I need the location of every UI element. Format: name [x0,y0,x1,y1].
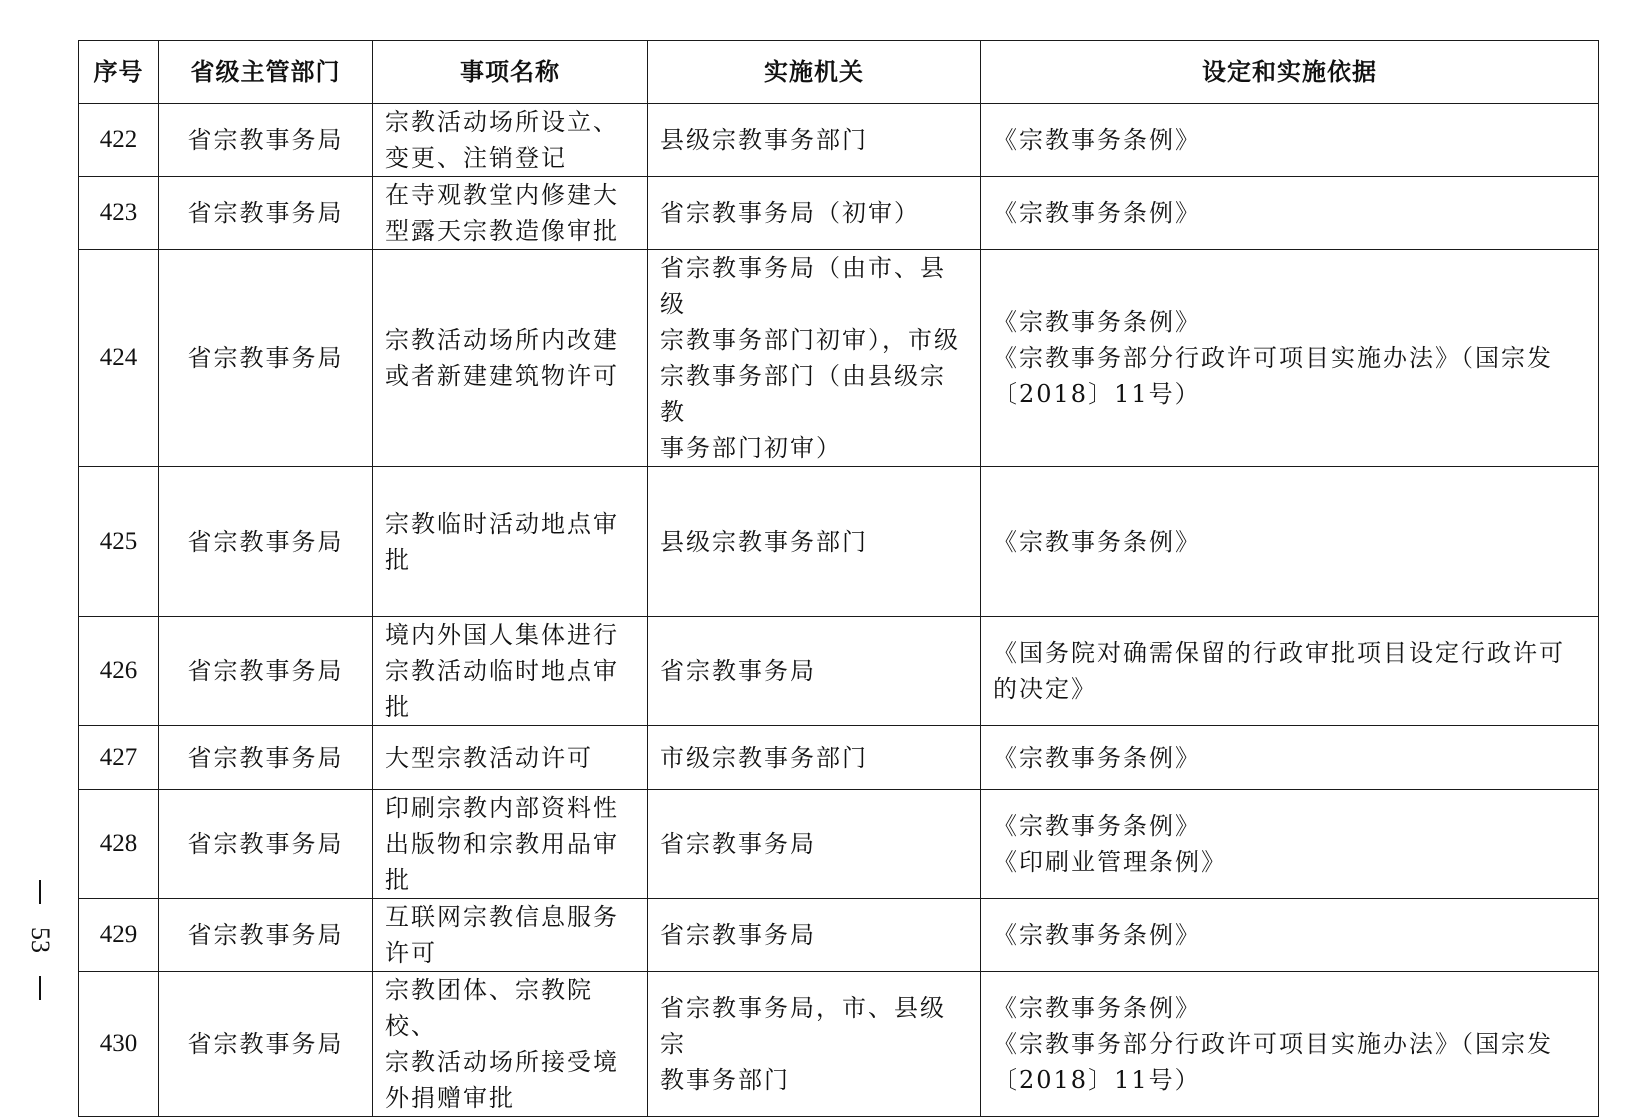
cell-agency: 省宗教事务局，市、县级宗 教事务部门 [648,972,981,1117]
cell-dept: 省宗教事务局 [159,250,373,467]
cell-basis: 《宗教事务条例》 [981,467,1599,617]
table-row [79,617,1599,726]
header-agency: 实施机关 [648,41,981,104]
cell-agency: 省宗教事务局（初审） [648,177,981,250]
cell-agency: 省宗教事务局 [648,790,981,899]
cell-basis: 《宗教事务条例》 [981,899,1599,972]
cell-basis: 《宗教事务条例》 [981,104,1599,177]
cell-agency: 市级宗教事务部门 [648,726,981,790]
cell-agency: 省宗教事务局 [648,899,981,972]
cell-agency: 县级宗教事务部门 [648,467,981,617]
cell-item-name: 互联网宗教信息服务 许可 [373,899,648,972]
cell-serial-no: 428 [79,790,159,899]
admin-license-table [78,40,1599,1117]
cell-basis: 《宗教事务条例》 《宗教事务部分行政许可项目实施办法》（国宗发 〔2018〕11号） [981,250,1599,467]
cell-serial-no: 427 [79,726,159,790]
cell-item-name: 宗教团体、宗教院校、 宗教活动场所接受境 外捐赠审批 [373,972,648,1117]
header-basis: 设定和实施依据 [981,41,1599,104]
cell-item-name: 宗教临时活动地点审 批 [373,467,648,617]
cell-dept: 省宗教事务局 [159,899,373,972]
cell-basis: 《国务院对确需保留的行政审批项目设定行政许可 的决定》 [981,617,1599,726]
cell-agency: 县级宗教事务部门 [648,104,981,177]
cell-item-name: 大型宗教活动许可 [373,726,648,790]
cell-dept: 省宗教事务局 [159,726,373,790]
cell-item-name: 在寺观教堂内修建大 型露天宗教造像审批 [373,177,648,250]
cell-agency: 省宗教事务局 [648,617,981,726]
cell-dept: 省宗教事务局 [159,467,373,617]
cell-agency: 省宗教事务局（由市、县级 宗教事务部门初审），市级 宗教事务部门（由县级宗教 事务部门初审） [648,250,981,467]
cell-serial-no: 429 [79,899,159,972]
cell-dept: 省宗教事务局 [159,104,373,177]
cell-basis: 《宗教事务条例》 《宗教事务部分行政许可项目实施办法》（国宗发 〔2018〕11号） [981,972,1599,1117]
cell-dept: 省宗教事务局 [159,617,373,726]
cell-basis: 《宗教事务条例》 [981,726,1599,790]
table-header-row [79,41,1599,104]
page-number [20,880,60,1000]
table-row [79,790,1599,899]
table-row [79,972,1599,1117]
table-row [79,467,1599,617]
header-item-name: 事项名称 [373,41,648,104]
table-row [79,250,1599,467]
cell-dept: 省宗教事务局 [159,790,373,899]
page-number-dash-top [39,880,41,904]
cell-serial-no: 423 [79,177,159,250]
cell-serial-no: 425 [79,467,159,617]
table-row [79,104,1599,177]
cell-dept: 省宗教事务局 [159,177,373,250]
cell-serial-no: 430 [79,972,159,1117]
cell-serial-no: 424 [79,250,159,467]
page-number-dash-bottom [39,976,41,1000]
cell-serial-no: 422 [79,104,159,177]
table-row [79,899,1599,972]
cell-basis: 《宗教事务条例》 《印刷业管理条例》 [981,790,1599,899]
cell-basis: 《宗教事务条例》 [981,177,1599,250]
cell-item-name: 宗教活动场所内改建 或者新建建筑物许可 [373,250,648,467]
cell-item-name: 印刷宗教内部资料性 出版物和宗教用品审 批 [373,790,648,899]
page-number-value: 53 [26,927,55,953]
cell-item-name: 境内外国人集体进行 宗教活动临时地点审 批 [373,617,648,726]
header-serial-no: 序号 [79,41,159,104]
header-dept: 省级主管部门 [159,41,373,104]
cell-item-name: 宗教活动场所设立、 变更、注销登记 [373,104,648,177]
table-row [79,177,1599,250]
cell-serial-no: 426 [79,617,159,726]
table-row [79,726,1599,790]
cell-dept: 省宗教事务局 [159,972,373,1117]
